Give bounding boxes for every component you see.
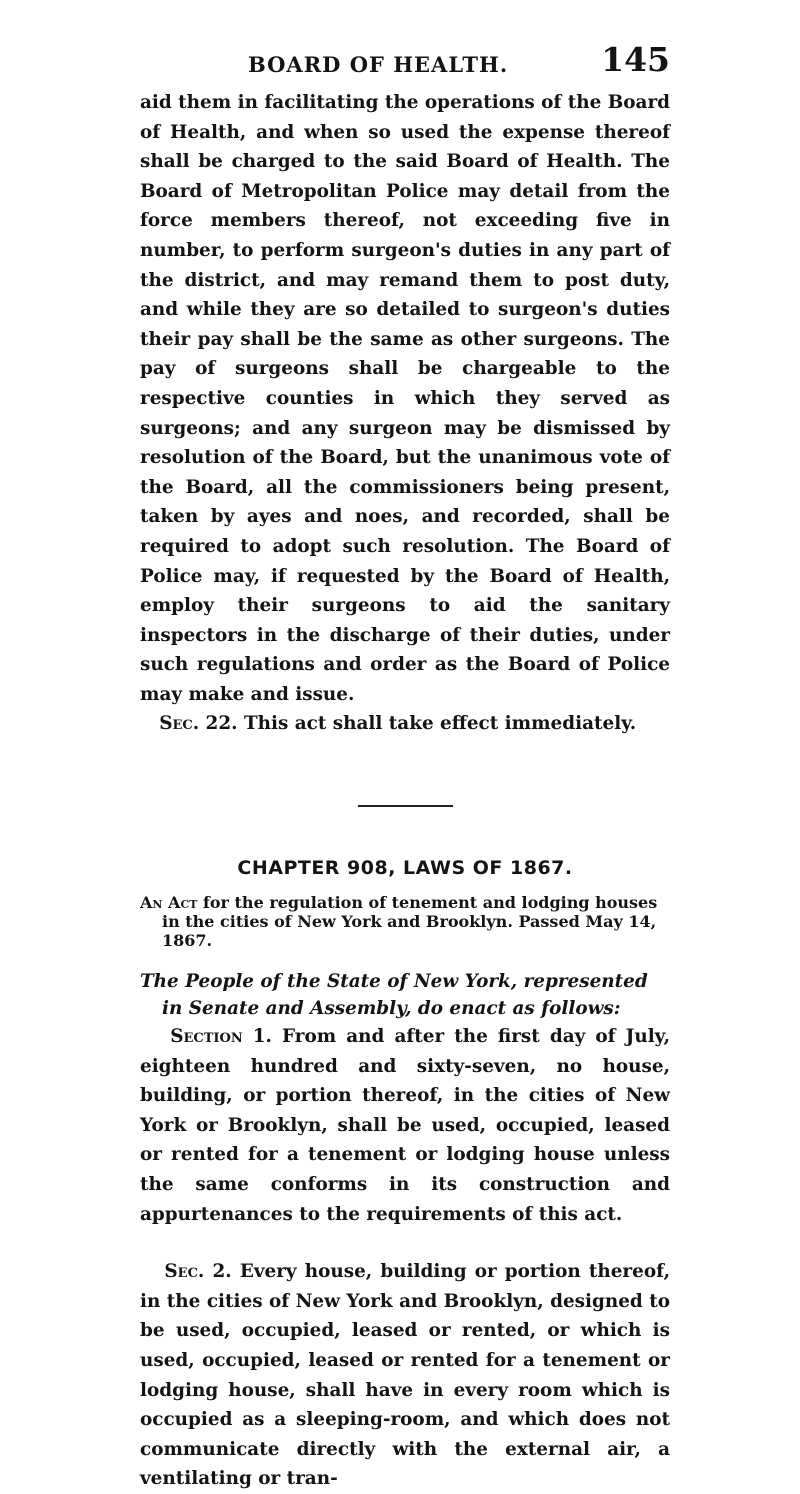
section-2-text: Every house, building or portion thereof, in the cities of New York and Brooklyn, designed to be used, occupied, leased or rented, or which is used, occupied, leased or rented for a tenement or lodging house, shall have in every room which is occupied as a sleeping-room, and which does not communicate directly with the external air, a ventilating or tran-: [140, 1261, 671, 1490]
section-1-text: From and after the first day of July, eighteen hundred and sixty-seven, no house, building, or portion thereof, in the cities of New York or Brooklyn, shall be used, occupied, leased or rented for a tenement or lodging house unless the same conforms in its construction and appurtenances to the requirements of this act.: [140, 1026, 671, 1225]
section-2-label: Sec. 2.: [164, 1261, 232, 1283]
section-22-label: Sec. 22.: [159, 713, 238, 735]
section-1-paragraph: [140, 1022, 670, 1229]
continuation-paragraph: aid them in facilitating the operations of the Board of Health, and when so used the expense thereof shall be charged to the said Board of Health. The Board of Metropolitan Police may detail from the force members thereof, not exceeding five in number, to perform surgeon's duties in any part of the district, and may remand them to post duty, and while they are so detailed to surgeon's duties their pay shall be the same as other surgeons. The pay of surgeons shall be chargeable to the respective counties in which they served as surgeons; and any surgeon may be dismissed by resolution of the Board, but the unanimous vote of the Board, all the commissioners being present, taken by ayes and noes, and recorded, shall be required to adopt such resolution. The Board of Police may, if requested by the Board of Health, employ their surgeons to aid the sanitary inspectors in the discharge of their duties, under such regulations and order as the Board of Police may make and issue.: [140, 92, 670, 705]
section-22-paragraph: [140, 709, 670, 739]
section-2-paragraph: [140, 1257, 670, 1494]
act-title-note: [140, 893, 670, 950]
section-22-text: This act shall take effect immediately.: [243, 713, 637, 735]
page-number: 145: [601, 40, 670, 79]
book-page: [140, 40, 670, 1494]
act-label: An Act: [140, 893, 198, 913]
section-divider-rule: [358, 805, 453, 807]
enacting-clause: The People of the State of New York, represented in Senate and Assembly, do enact as follows:: [140, 971, 648, 1020]
act-description: for the regulation of tenement and lodging houses in the cities of New York and Brooklyn. Passed May 14, 1867.: [162, 893, 658, 951]
chapter-heading: CHAPTER 908, LAWS OF 1867.: [237, 857, 573, 880]
running-head: [140, 40, 670, 88]
running-head-title: BOARD OF HEALTH.: [248, 52, 509, 77]
section-1-label: Section 1.: [170, 1026, 272, 1048]
